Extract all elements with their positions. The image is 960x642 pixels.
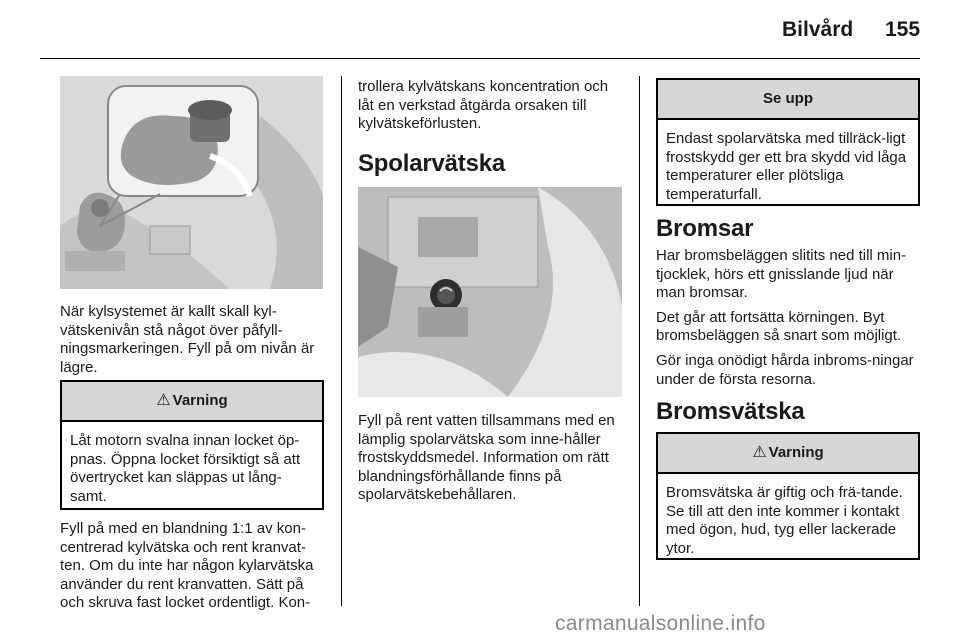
watermark: carmanualsonline.info — [555, 612, 766, 635]
coolant-level-paragraph — [60, 303, 326, 377]
brakes-paragraphs — [656, 247, 924, 389]
brake-fluid-warning-title: Varning — [768, 444, 824, 461]
washer-fluid-text: Fyll på rent vatten tillsammans med en lämplig spolarvätska som inne-håller frostskyddsmedel. Information om rätt blandningsförhållande finns på spolarvätskebehållaren. — [358, 412, 615, 504]
running-header-title: Bilvård — [782, 18, 854, 41]
warning-triangle-icon: ⚠ — [156, 392, 171, 409]
header-rule — [40, 58, 920, 59]
washer-fluid-heading: Spolarvätska — [358, 150, 506, 177]
coolant-warning-text: Låt motorn svalna innan locket öp-pnas. Öppna locket försiktigt så att övertrycket kan släppas ut lång-samt. — [70, 432, 301, 505]
brake-fluid-warning-text: Bromsvätska är giftig och frä-tande. Se till att den inte kommer i kontakt med ögon, hud, tyg eller lackerade ytor. — [666, 484, 903, 557]
coolant-warning-title: Varning — [172, 392, 228, 409]
coolant-reservoir-figure — [60, 76, 323, 289]
washer-caution-text: Endast spolarvätska med tillräck-ligt frostskydd ger ett bra skydd vid låga temperaturer eller plötsliga temperaturfall. — [666, 130, 907, 203]
coolant-warning-header — [62, 382, 322, 422]
coolant-continuation-text: trollera kylvätskans koncentration och låt en verkstad åtgärda orsaken till kylvätskeförlusten. — [358, 78, 609, 133]
coolant-fill-paragraph — [60, 520, 326, 613]
coolant-continuation-paragraph — [358, 78, 624, 134]
brake-pads-replace-text: Det går att fortsätta körningen. Byt bromsbeläggen så snart som möjligt. — [656, 308, 902, 345]
brakes-heading: Bromsar — [656, 215, 754, 242]
washer-caution-box — [656, 78, 920, 206]
coolant-fill-text: Fyll på med en blandning 1:1 av kon-centrerad kylvätska och rent kranvat-ten. Om du inte har någon kylarvätska använder du rent kranvatten. Sätt på och skruva fast locket ordentligt. Kon- — [60, 520, 314, 612]
brake-new-pads-text: Gör inga onödigt hårda inbroms-ningar under de första resorna. — [656, 351, 914, 388]
warning-triangle-icon: ⚠ — [752, 444, 767, 461]
coolant-level-text: När kylsystemet är kallt skall kyl-vätskenivån stå något över påfyll-ningsmarkeringen. Fyll på om nivån är lägre. — [60, 303, 315, 376]
washer-fluid-figure — [358, 187, 622, 397]
brake-fluid-warning-box — [656, 432, 920, 560]
page-number: 155 — [885, 18, 921, 41]
coolant-warning-box — [60, 380, 324, 510]
washer-fluid-paragraph — [358, 412, 624, 505]
brake-pads-wear-text: Har bromsbeläggen slitits ned till min-tjocklek, hörs ett gnisslande ljud när man bromsar. — [656, 247, 907, 302]
column-divider-2 — [639, 76, 640, 606]
brake-fluid-heading: Bromsvätska — [656, 398, 805, 425]
washer-caution-header: Se upp — [658, 80, 918, 120]
brake-fluid-warning-header — [658, 434, 918, 474]
column-divider-1 — [341, 76, 342, 606]
